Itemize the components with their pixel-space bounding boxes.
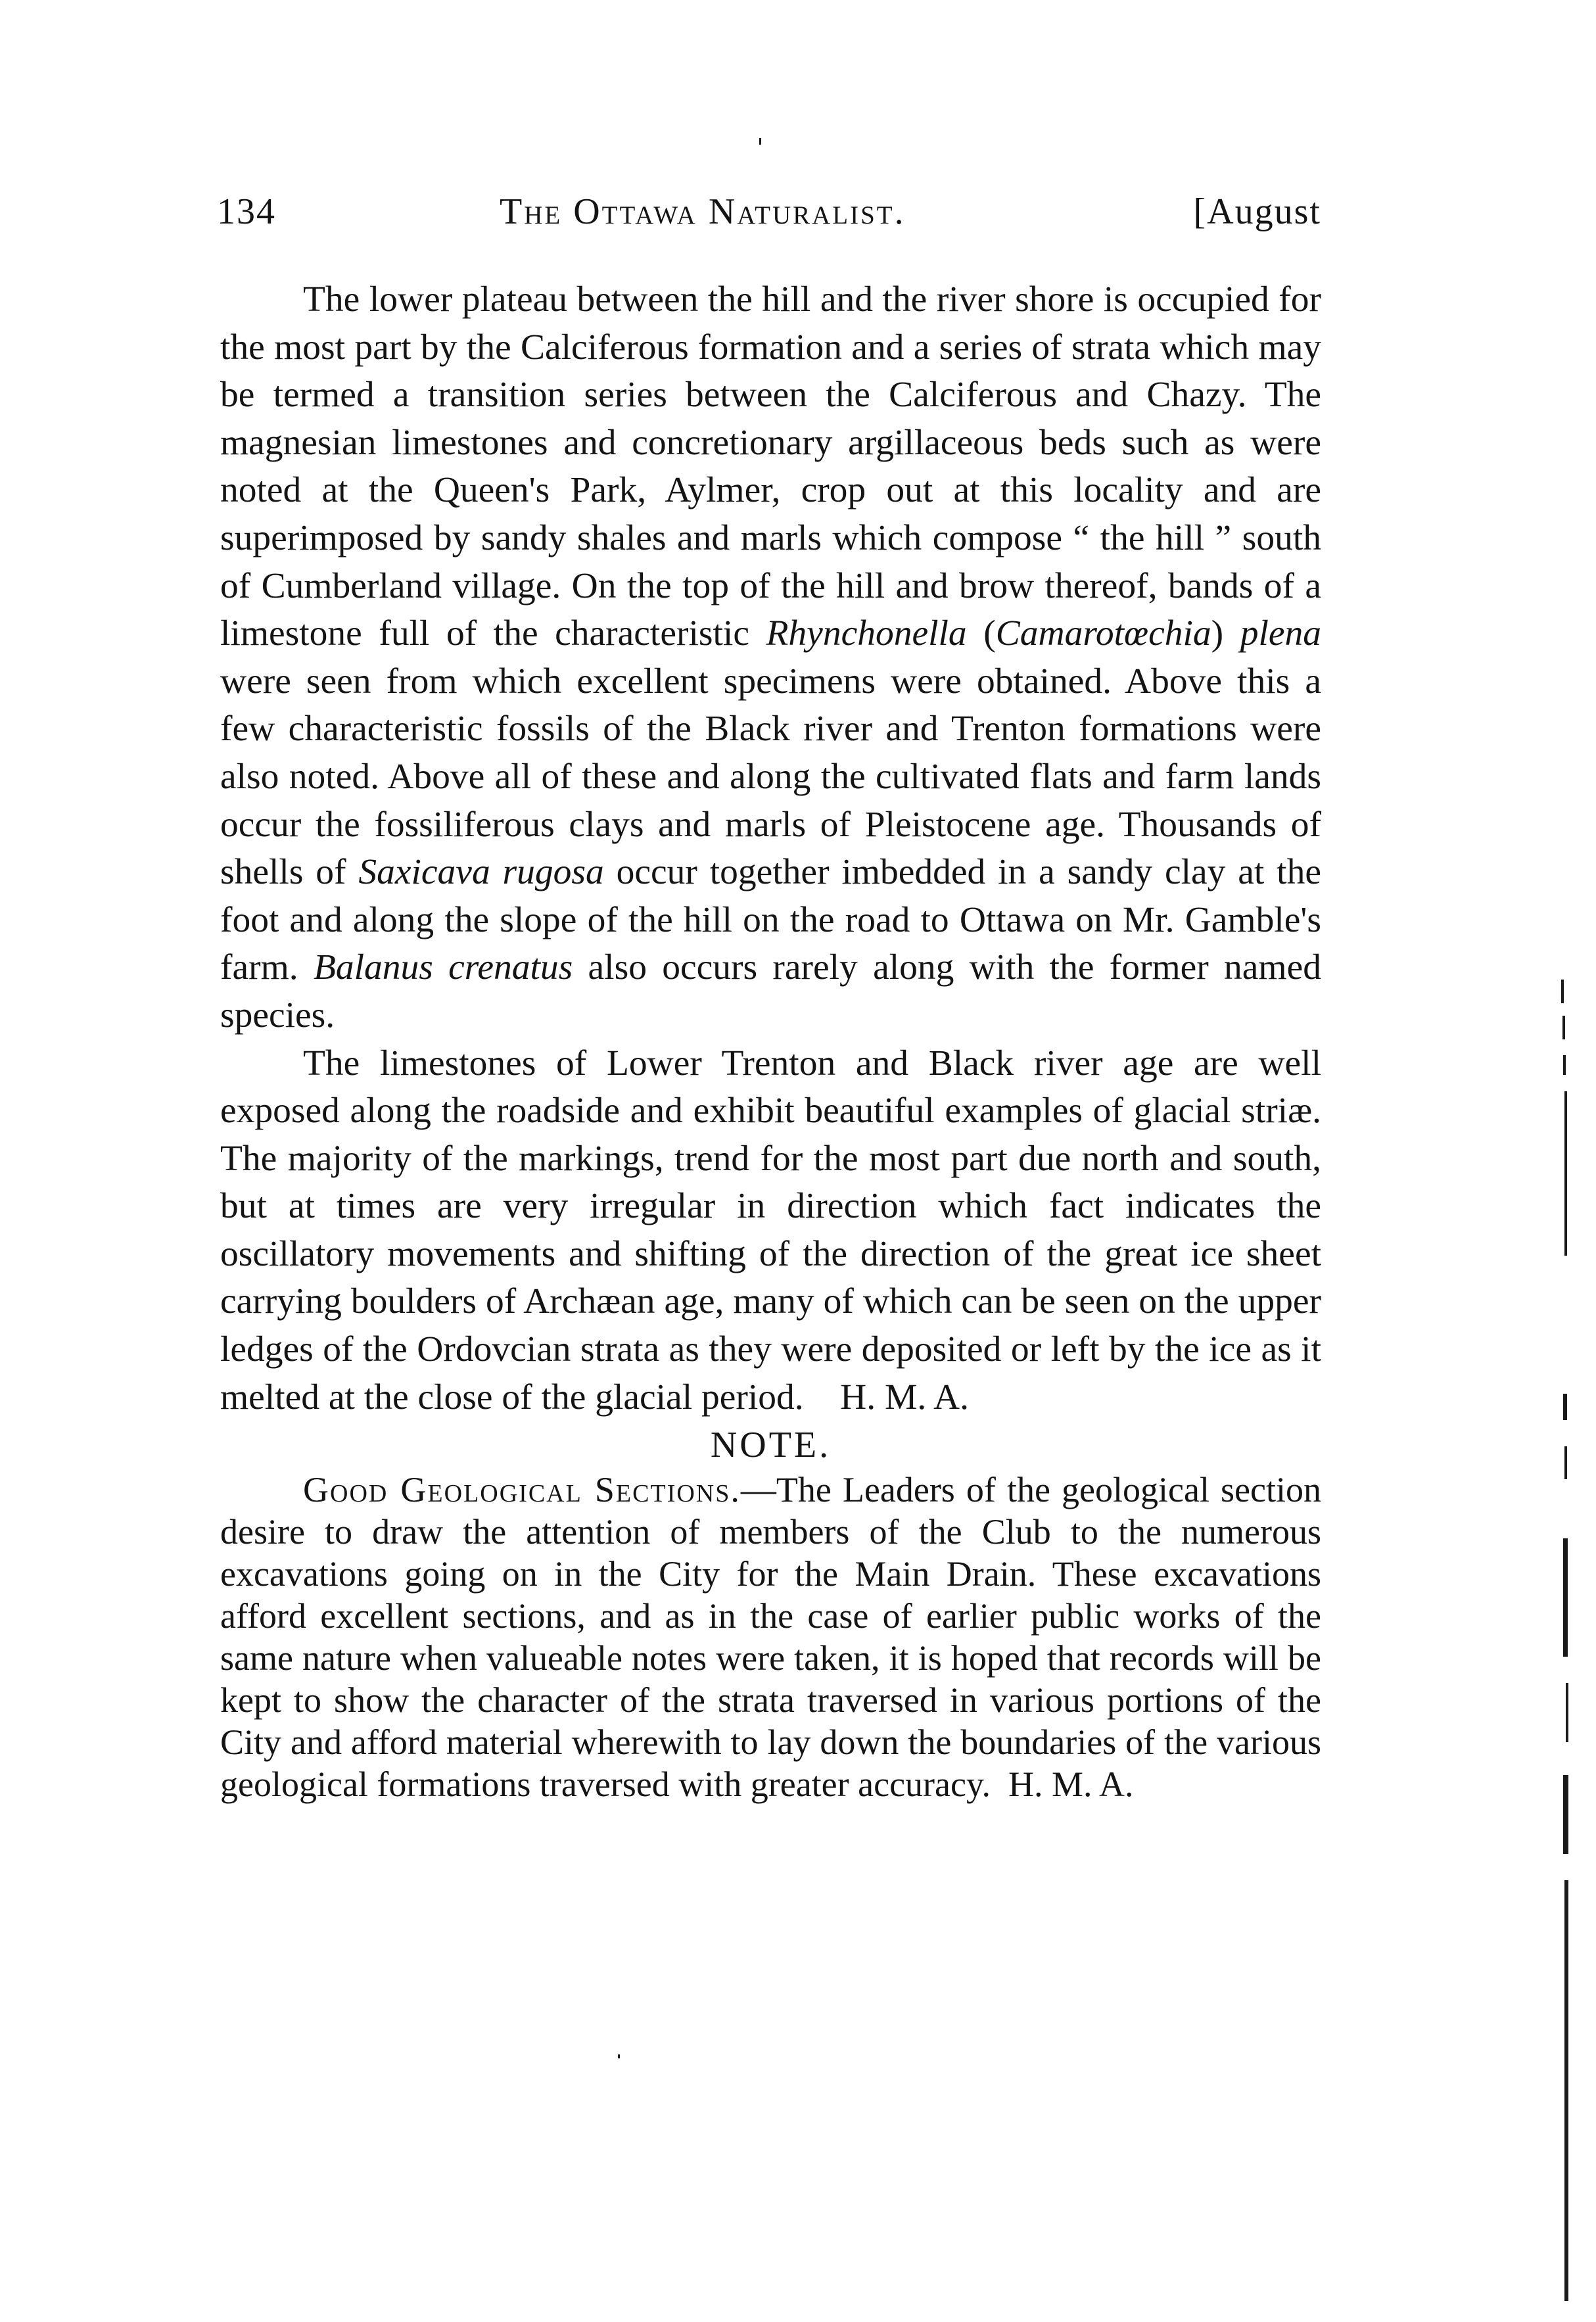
paragraph-1-text-c: ) (1211, 613, 1240, 654)
note-paragraph (220, 1469, 1321, 1805)
scan-dot (618, 2054, 620, 2058)
species-balanus-crenatus: Balanus crenatus (313, 947, 573, 988)
scan-dot (759, 138, 761, 145)
running-header (217, 191, 1321, 243)
paragraph-1-text-e: occur together imbedded in a sandy clay at the foot and along the slope of the hill on the road to Ottawa on Mr. Gamble's farm. (220, 852, 1321, 988)
note-signature: H. M. A. (1008, 1765, 1134, 1805)
paragraph-1-text-a: The lower plateau between the hill and the river shore is occupied for the most part by the Calciferous formation and a series of strata which may be termed a transition series between the Calciferous and Chazy. The magnesian limestones and concretionary argillaceous beds such as were noted at the Queen's Park, Aylmer, crop out at this locality and are superimposed by sandy shales and marls which compose “ the hill ” south of Cumberland village. On the top of the hill and brow thereof, bands of a limestone full of the characteristic (220, 279, 1321, 654)
scan-edge-mark (1563, 1538, 1568, 1657)
scan-edge-mark (1564, 1446, 1567, 1479)
note-heading: Good Geological Sections. (303, 1470, 741, 1510)
subgenus-camarotoechia: Camarotœchia (995, 613, 1211, 654)
scan-edge-mark (1564, 1880, 1568, 2301)
scan-edge-mark (1566, 1683, 1568, 1742)
scan-edge-mark (1563, 1055, 1566, 1075)
article-signature: H. M. A. (840, 1377, 969, 1417)
article-body (220, 276, 1321, 1805)
note-title: NOTE. (710, 1425, 832, 1466)
paragraph-1-text-d: were seen from which excellent specimens were obtained. Above this a few characteristic fossils of the Black river and Trenton formations were also noted. Above all of these and along the cultivated flats and farm lands occur the fossiliferous clays and marls of Pleistocene age. Thousands of shells of (220, 661, 1321, 893)
paragraph-2-text: The limestones of Lower Trenton and Black river age are well exposed along the roadside and exhibit beautiful examples of glacial striæ. The majority of the markings, trend for the most part due north and south, but at times are very irregular in direction which fact indicates the oscillatory movements and shifting of the direction of the great ice sheet carrying boulders of Archæan age, many of which can be seen on the upper ledges of the Ordovcian strata as they were deposited or left by the ice as it melted at the close of the glacial period. (220, 1043, 1321, 1417)
journal-title: The Ottawa Naturalist. (500, 191, 906, 232)
issue-month: [August (1193, 191, 1321, 232)
species-plena: plena (1240, 613, 1322, 654)
note-text: —The Leaders of the geological section desire to draw the attention of members of the Club to the numerous excavations going on in the City for the Main Drain. These excavations afford excellent sections, and as in the case of earlier public works of the same nature when valueable notes were taken, it is hoped that records will be kept to show the character of the strata traversed in various portions of the City and afford material wherewith to lay down the boundaries of the various geological formations traversed with greater accuracy. (220, 1470, 1321, 1805)
scan-edge-mark (1564, 1091, 1567, 1256)
paragraph-1-text-f: also occurs rarely along with the former named species. (220, 947, 1321, 1035)
species-saxicava-rugosa: Saxicava rugosa (358, 852, 604, 893)
paragraph-1-text-b: ( (966, 613, 996, 654)
scan-edge-mark (1563, 1394, 1567, 1420)
scan-edge-mark (1561, 980, 1564, 1003)
scan-edge-mark (1562, 1016, 1565, 1039)
paragraph-1 (220, 276, 1321, 1040)
genus-rhynchonella: Rhynchonella (766, 613, 967, 654)
paragraph-2 (220, 1040, 1321, 1422)
scan-edge-mark (1563, 1775, 1568, 1854)
page-number: 134 (217, 191, 276, 232)
